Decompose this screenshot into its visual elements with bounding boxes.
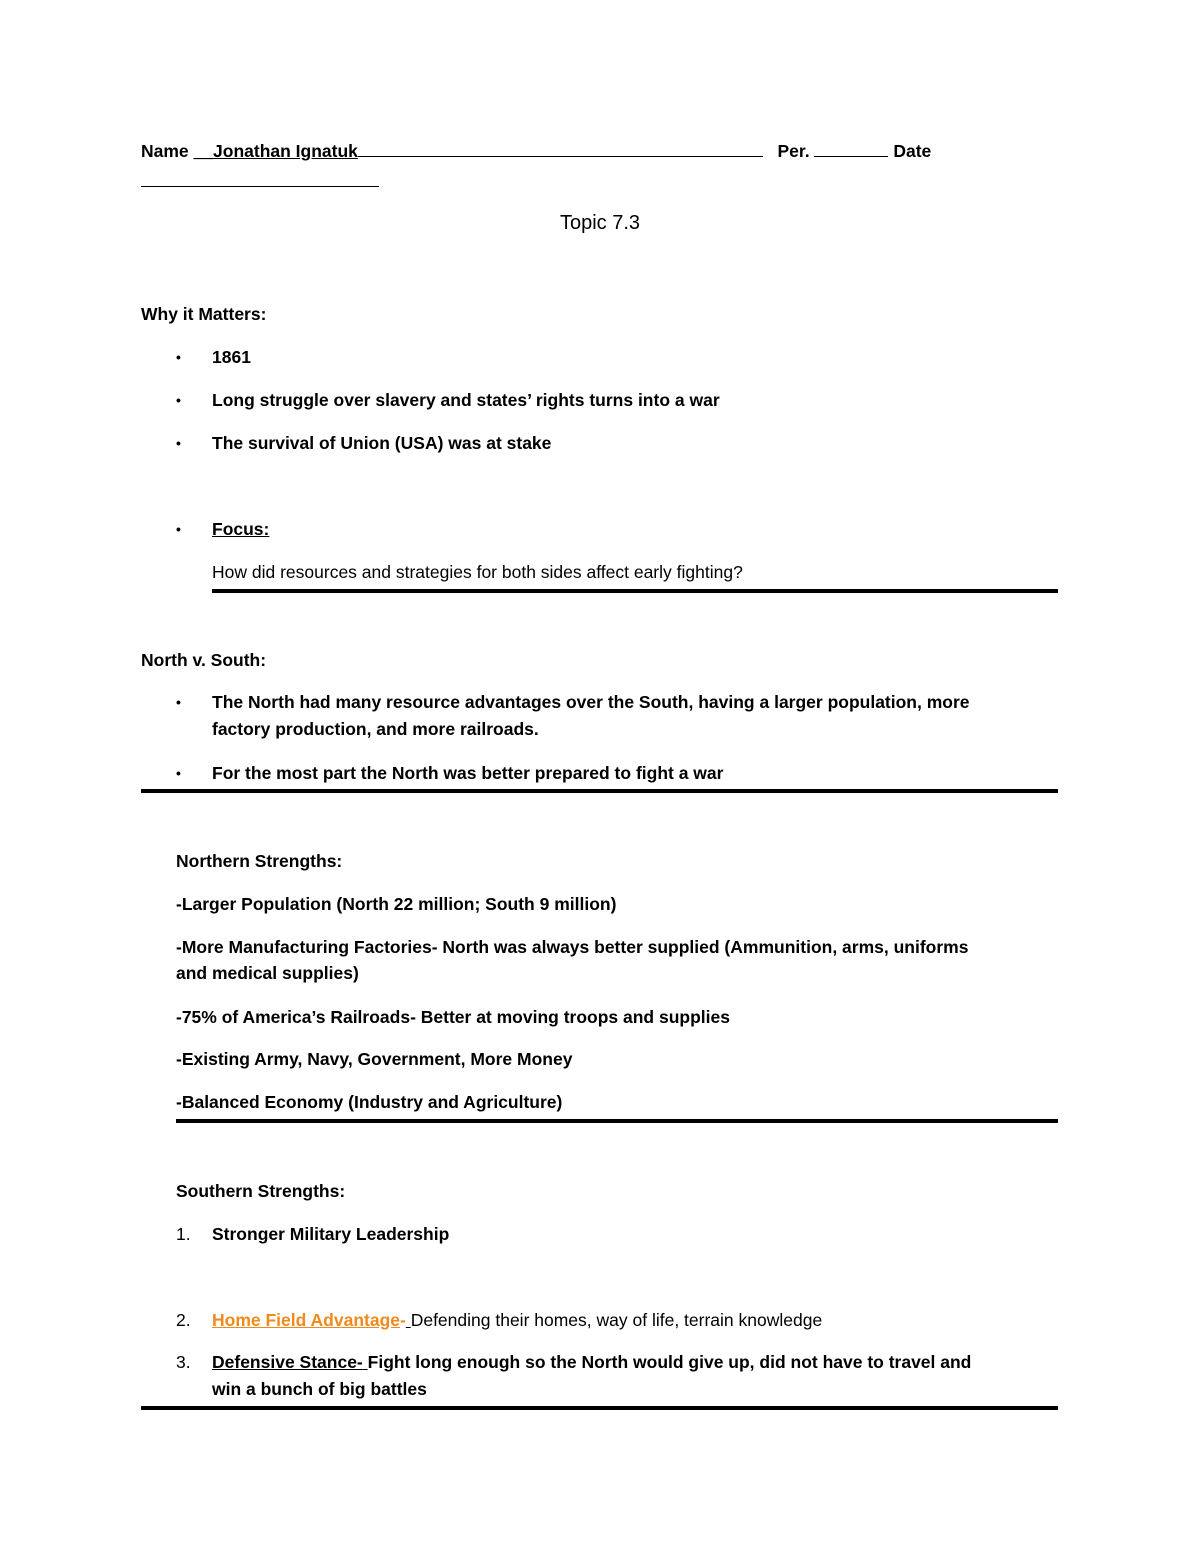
home-field-advantage-term: Home Field Advantage: [212, 1310, 400, 1330]
southern-item-3-line-1: [212, 1350, 971, 1374]
section-divider: [212, 589, 1058, 593]
why-bullet-3: The survival of Union (USA) was at stake: [212, 433, 552, 453]
section-divider: [176, 1119, 1058, 1123]
section-divider: [141, 1406, 1058, 1410]
northern-item-5: -Balanced Economy (Industry and Agriculture): [176, 1092, 563, 1112]
bullet-icon: •: [176, 765, 181, 781]
nvs-bullet-1-line-2: factory production, and more railroads.: [212, 719, 539, 739]
list-number: 1.: [176, 1224, 191, 1244]
nvs-bullet-1-line-1: The North had many resource advantages over the South, having a larger population, more: [212, 692, 970, 712]
northern-item-2-line-2: and medical supplies): [176, 963, 359, 983]
southern-item-3-line-2: win a bunch of big battles: [212, 1379, 427, 1399]
northern-item-2-line-1: -More Manufacturing Factories- North was always better supplied (Ammunition, arms, uniforms: [176, 937, 969, 957]
focus-question: How did resources and strategies for both sides affect early fighting?: [212, 562, 743, 582]
southern-item-3-text: Fight long enough so the North would give up, did not have to travel and: [367, 1352, 972, 1372]
per-label: Per.: [777, 141, 810, 161]
section-divider: [141, 789, 1058, 793]
bullet-icon: •: [176, 392, 181, 408]
north-v-south-heading: North v. South:: [141, 650, 267, 670]
bullet-icon: •: [176, 694, 181, 710]
defensive-stance-term: Defensive Stance-: [212, 1352, 363, 1372]
northern-item-4: -Existing Army, Navy, Government, More Money: [176, 1049, 573, 1069]
northern-item-1: -Larger Population (North 22 million; South 9 million): [176, 894, 617, 914]
southern-item-1: Stronger Military Leadership: [212, 1224, 450, 1244]
name-blank-line: [358, 138, 763, 157]
bullet-icon: •: [176, 349, 181, 365]
date-label: Date: [893, 141, 932, 161]
list-number: 2.: [176, 1310, 191, 1330]
bullet-icon: •: [176, 521, 181, 537]
bullet-icon: •: [176, 435, 181, 451]
name-value: Jonathan Ignatuk: [213, 141, 358, 161]
list-number: 3.: [176, 1352, 191, 1372]
southern-item-2-text: Defending their homes, way of life, terrain knowledge: [410, 1310, 823, 1330]
northern-item-3: -75% of America’s Railroads- Better at moving troops and supplies: [176, 1007, 730, 1027]
focus-label: Focus:: [212, 519, 270, 539]
date-field[interactable]: [141, 186, 379, 187]
page-title: Topic 7.3: [559, 212, 641, 234]
why-bullet-1: 1861: [212, 347, 251, 367]
name-field[interactable]: [194, 141, 763, 161]
header-line: [141, 138, 931, 163]
name-label: Name: [141, 141, 189, 161]
nvs-bullet-2: For the most part the North was better prepared to fight a war: [212, 763, 724, 783]
southern-item-2: [212, 1308, 822, 1332]
why-bullet-2: Long struggle over slavery and states’ rights turns into a war: [212, 390, 720, 410]
term-dash: -: [400, 1310, 406, 1330]
per-field[interactable]: [814, 138, 888, 157]
southern-strengths-heading: Southern Strengths:: [176, 1181, 346, 1201]
northern-strengths-heading: Northern Strengths:: [176, 851, 343, 871]
why-it-matters-heading: Why it Matters:: [141, 304, 267, 324]
name-prefix-blank: __: [193, 141, 214, 161]
